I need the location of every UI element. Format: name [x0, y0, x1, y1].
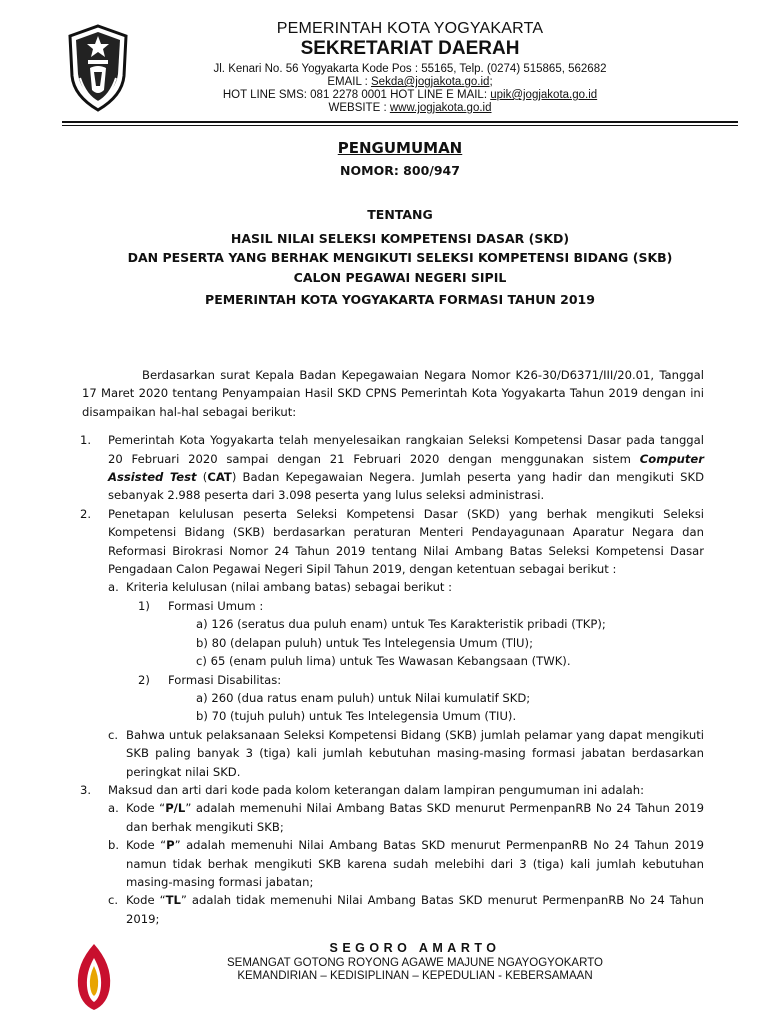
code-prefix: Kode “	[126, 893, 166, 908]
sub-item-a	[108, 578, 704, 725]
footer-motto: SEGORO AMARTO	[329, 941, 501, 955]
letterhead-government: PEMERINTAH KOTA YOGYAKARTA	[276, 20, 544, 37]
criteria-cumulative: a) 260 (dua ratus enam puluh) untuk Nilai kumulatif SKD;	[196, 690, 531, 705]
item-3-text: Maksud dan arti dari kode pada kolom keterangan dalam lampiran pengumuman ini adalah:	[108, 782, 645, 797]
website-label: WEBSITE :	[328, 102, 390, 114]
hotline-email-link[interactable]: upik@jogjakota.go.id	[490, 89, 598, 101]
cat-term: Computer Assisted Test	[108, 451, 704, 485]
code-prefix: Kode “	[126, 801, 166, 816]
letterhead-hotline-line	[140, 89, 680, 102]
sub-marker: 1)	[138, 598, 150, 613]
email-label: EMAIL :	[327, 76, 371, 88]
announcement-number: NOMOR: 800/947	[340, 163, 460, 178]
footer-line-1: SEMANGAT GOTONG ROYONG AGAWE MAJUNE NGAYOGYOKARTO	[227, 957, 603, 969]
criteria-twk: c) 65 (enam puluh lima) untuk Tes Wawasan Kebangsaan (TWK).	[196, 654, 571, 669]
announcement-title: PENGUMUMAN	[337, 139, 463, 157]
city-coat-of-arms-icon	[66, 24, 130, 112]
intro-paragraph: Berdasarkan surat Kepala Badan Kepegawaian Negara Nomor K26-30/D6371/III/20.01, Tanggal 17 Maret 2020 tentang Penyampaian Hasil SKD CPNS Pemerintah Kota Yogyakarta Tahun 2019 dengan ini disampaikan hal-hal sebagai berikut:	[82, 368, 704, 419]
sub-marker: c.	[108, 727, 119, 742]
subject-line-2: DAN PESERTA YANG BERHAK MENGIKUTI SELEKSI KOMPETENSI BIDANG (SKB)	[127, 250, 673, 265]
letterhead-address: Jl. Kenari No. 56 Yogyakarta Kode Pos : 55165, Telp. (0274) 515865, 562682	[213, 63, 607, 75]
subject-line-1: HASIL NILAI SELEKSI KOMPETENSI DASAR (SKD)	[230, 231, 570, 246]
item-1-paren: (	[196, 470, 208, 485]
list-item-3	[82, 781, 704, 928]
sub-item-text: Kriteria kelulusan (nilai ambang batas) sebagai berikut :	[126, 580, 453, 595]
code-description: ” adalah tidak memenuhi Nilai Ambang Batas SKD menurut PermenpanRB No 24 Tahun 2019;	[126, 893, 704, 926]
letterhead-divider-thick	[62, 121, 738, 123]
code-description: ” adalah memenuhi Nilai Ambang Batas SKD menurut PermenpanRB No 24 Tahun 2019 dan berhak mengikuti SKB;	[126, 801, 704, 834]
sub-marker: a.	[108, 801, 119, 816]
code-value: TL	[165, 893, 181, 908]
letterhead-department: SEKRETARIAT DAERAH	[300, 38, 520, 59]
sub-item-c	[108, 726, 704, 781]
email-link[interactable]: Sekda@jogjakota.go.id	[371, 76, 490, 88]
criteria-tiu-disabilitas: b) 70 (tujuh puluh) untuk Tes lntelegensia Umum (TIU).	[196, 709, 517, 724]
item-2-text: Penetapan kelulusan peserta Seleksi Kompetensi Dasar (SKD) yang berhak mengikuti Seleksi Kompetensi Bidang (SKB) berdasarkan peraturan Menteri Pendayagunaan Aparatur Negara dan Reformasi Birokrasi Nomor 24 Tahun 2019 tentang Nilai Ambang Batas Seleksi Kompetensi Dasar Pengadaan Calon Pegawai Negeri Sipil Tahun 2019, dengan ketentuan sebagai berikut :	[108, 506, 704, 577]
subject-label: TENTANG	[367, 207, 433, 222]
formasi-umum	[126, 597, 704, 615]
sub-marker: c.	[108, 893, 119, 908]
list-item-1	[82, 431, 704, 505]
item-1-text-b: ) Badan Kepegawaian Negera. Jumlah peserta yang hadir dan mengikuti SKD sebanyak 2.988 peserta dari 3.098 peserta yang lulus seleksi administrasi.	[108, 470, 705, 503]
formasi-disabilitas-title: Formasi Disabilitas:	[168, 672, 282, 687]
letterhead-website-line	[140, 102, 680, 115]
sub-item-text: Bahwa untuk pelaksanaan Seleksi Kompetensi Bidang (SKB) jumlah pelamar yang dapat mengikuti SKB paling banyak 3 (tiga) kali jumlah kebutuhan masing-masing formasi jabatan berdasarkan peringkat nilai SKD.	[126, 727, 704, 779]
item-1-text-a: Pemerintah Kota Yogyakarta telah menyelesaikan rangkaian Seleksi Kompetensi Dasar pada tanggal 20 Februari 2020 sampai dengan 21 Februari 2020 dengan menggunakan sistem	[108, 433, 704, 466]
code-pl	[108, 799, 704, 836]
sub-marker: 2)	[138, 672, 150, 687]
code-p	[108, 836, 704, 891]
subject-line-4: PEMERINTAH KOTA YOGYAKARTA FORMASI TAHUN 2019	[205, 292, 595, 307]
code-tl	[108, 891, 704, 928]
subject-line-3: CALON PEGAWAI NEGERI SIPIL	[293, 270, 507, 285]
sub-marker: a.	[108, 580, 119, 595]
letterhead-email-line	[140, 76, 680, 89]
item-number: 3.	[80, 782, 92, 797]
item-number: 1.	[80, 433, 92, 448]
code-value: P/L	[165, 801, 186, 816]
letterhead-divider-thin	[62, 125, 738, 126]
website-link[interactable]: www.jogjakota.go.id	[389, 102, 492, 114]
segoro-amarto-flame-icon	[66, 940, 122, 1012]
formasi-umum-title: Formasi Umum :	[168, 598, 264, 613]
code-prefix: Kode “	[126, 838, 167, 853]
sub-marker: b.	[108, 838, 120, 853]
criteria-tkp: a) 126 (seratus dua puluh enam) untuk Tes Karakteristik pribadi (TKP);	[196, 617, 606, 632]
item-number: 2.	[80, 506, 92, 521]
code-description: ” adalah memenuhi Nilai Ambang Batas SKD menurut PermenpanRB No 24 Tahun 2019 namun tidak berhak mengikuti SKB karena sudah melebihi dari 3 (tiga) kali jumlah kebutuhan masing-masing formasi jabatan;	[126, 838, 704, 889]
footer-line-2: KEMANDIRIAN – KEDISIPLINAN – KEPEDULIAN - KEBERSAMAAN	[237, 970, 593, 982]
list-item-2	[82, 505, 704, 781]
cat-abbreviation: CAT	[207, 470, 232, 485]
announcement-body	[82, 366, 704, 928]
hotline-text: HOT LINE SMS: 081 2278 0001 HOT LINE E MAIL:	[222, 89, 491, 101]
email-suffix: ;	[489, 76, 493, 88]
formasi-disabilitas	[126, 671, 704, 689]
criteria-tiu: b) 80 (delapan puluh) untuk Tes lntelegensia Umum (TlU);	[196, 635, 533, 650]
code-value: P	[166, 838, 175, 853]
